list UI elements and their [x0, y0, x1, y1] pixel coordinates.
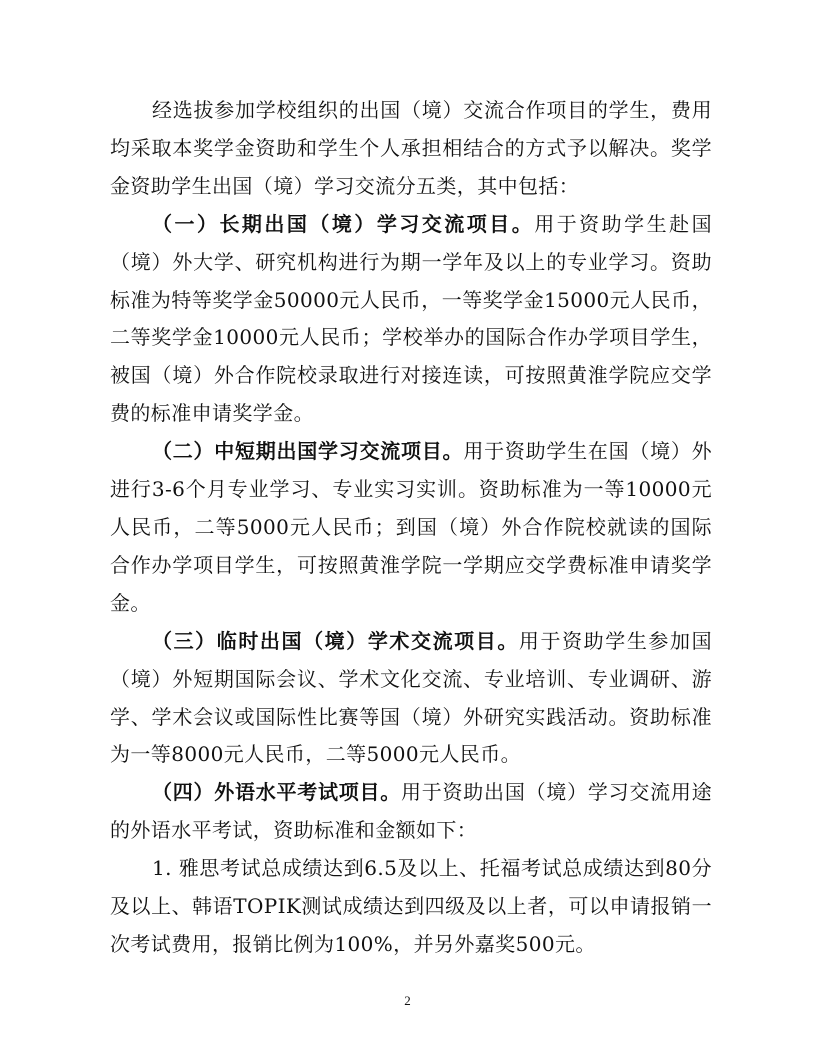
section-heading: （一）长期出国（境）学习交流项目。 [152, 211, 535, 236]
paragraph-section-3 [110, 623, 712, 775]
paragraph-intro [110, 92, 712, 206]
section-heading: （二）中短期出国学习交流项目。 [152, 439, 464, 464]
paragraph-text: 经选拔参加学校组织的出国（境）交流合作项目的学生，费用均采取本奖学金资助和学生个人承担相结合的方式予以解决。奖学金资助学生出国（境）学习交流分五类，其中包括： [110, 98, 712, 198]
paragraph-text: 用于资助出国（境）学习交流用途的外语水平考试，资助标准和金额如下： [110, 780, 712, 843]
paragraph-text: 用于资助学生参加国（境）外短期国际会议、学术文化交流、专业培训、专业调研、游学、学术会议或国际性比赛等国（境）外研究实践活动。资助标准为一等8000元人民币，二等5000元人民币。 [110, 628, 712, 767]
paragraph-section-2 [110, 433, 712, 623]
paragraph-text: 1. 雅思考试总成绩达到6.5及以上、托福考试总成绩达到80分及以上、韩语TOPIK测试成绩达到四级及以上者，可以申请报销一次考试费用，报销比例为100%，并另外嘉奖500元。 [110, 856, 712, 956]
document-body [110, 92, 712, 964]
paragraph-section-4 [110, 774, 712, 850]
paragraph-text: 用于资助学生赴国（境）外大学、研究机构进行为期一学年及以上的专业学习。资助标准为特等奖学金50000元人民币，一等奖学金15000元人民币，二等奖学金10000元人民币；学校举办的国际合作办学项目学生，被国（境）外合作院校录取进行对接连读，可按照黄淮学院应交学费的标准申请奖学金。 [110, 211, 712, 426]
paragraph-section-1 [110, 206, 712, 433]
page-number: 2 [404, 993, 411, 1008]
paragraph-text: 用于资助学生在国（境）外进行3-6个月专业学习、专业实习实训。资助标准为一等10000元人民币，二等5000元人民币；到国（境）外合作院校就读的国际合作办学项目学生，可按照黄淮学院一学期应交学费标准申请奖学金。 [110, 439, 712, 615]
paragraph-list-item-1 [110, 850, 712, 964]
section-heading: （四）外语水平考试项目。 [152, 780, 402, 805]
section-heading: （三）临时出国（境）学术交流项目。 [152, 628, 519, 653]
